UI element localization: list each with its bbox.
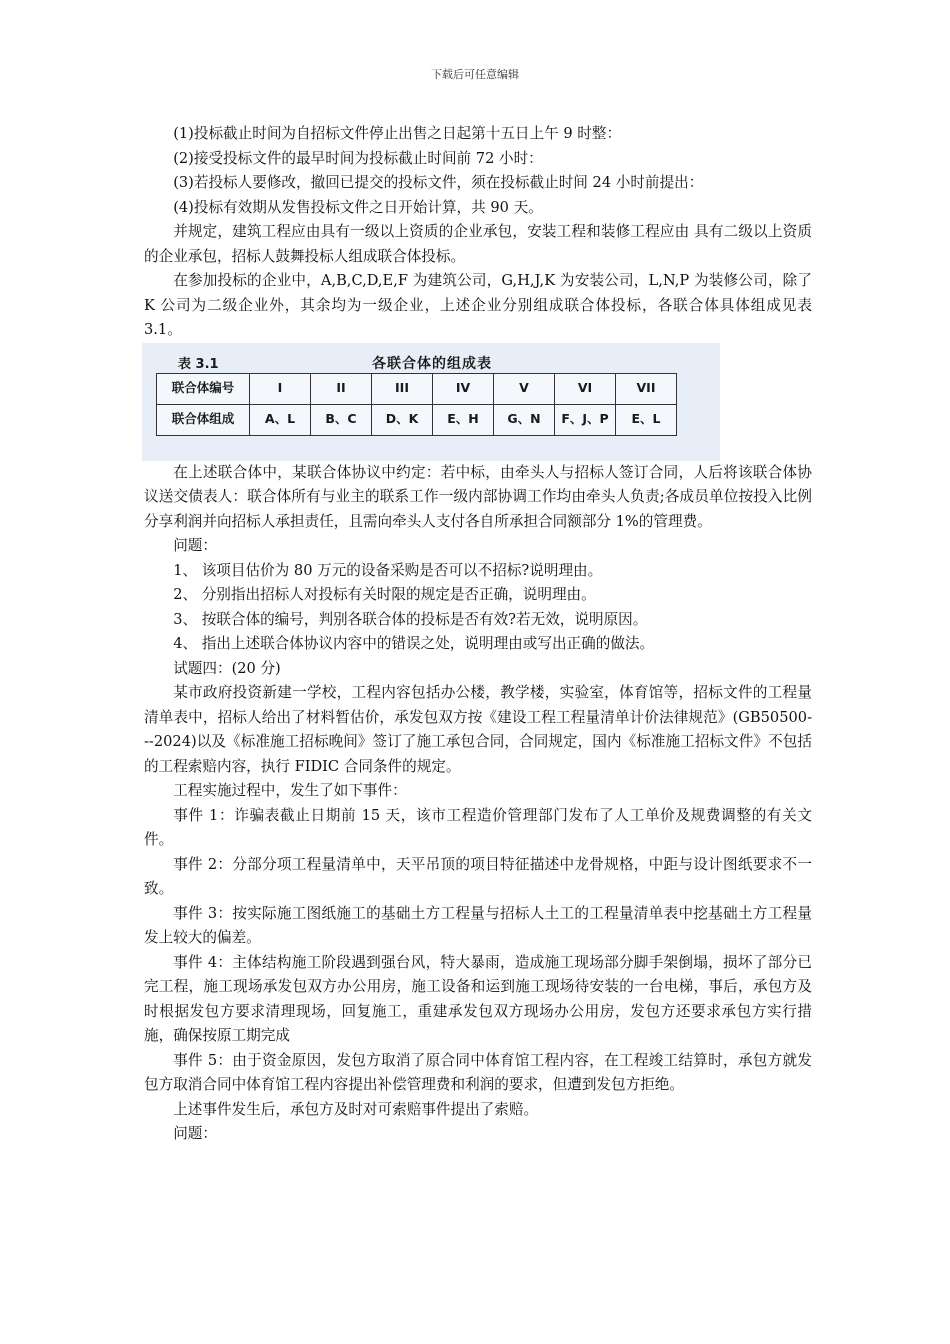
composition-table-image xyxy=(142,343,720,461)
paragraph: 工程实施过程中，发生了如下事件： xyxy=(173,782,407,799)
table-cell: III xyxy=(372,373,433,404)
table-cell: B、C xyxy=(311,404,372,435)
table-title: 各联合体的组成表 xyxy=(372,355,492,372)
table-cell: D、K xyxy=(372,404,433,435)
page-header: 下载后可任意编辑 xyxy=(431,68,519,81)
composition-table xyxy=(156,373,677,436)
table-cell: A、L xyxy=(250,404,311,435)
paragraph: 事件 5：由于资金原因，发包方取消了原合同中体育馆工程内容，在工程竣工结算时，承包方就发包方取消合同中体育馆工程内容提出补偿管理费和利润的要求，但遭到发包方拒绝。 xyxy=(144,1051,812,1093)
question-item: 4、 指出上述联合体协议内容中的错误之处，说明理由或写出正确的做法。 xyxy=(173,635,655,652)
table-cell: V xyxy=(494,373,555,404)
paragraph: 问题： xyxy=(173,537,217,554)
question-item: 1、 该项目估价为 80 万元的设备采购是否可以不招标?说明理由。 xyxy=(173,561,603,579)
table-row xyxy=(157,373,677,404)
paragraph: (4)投标有效期从发售投标文件之日开始计算，共 90 天。 xyxy=(173,198,543,216)
table-cell: E、H xyxy=(433,404,494,435)
table-row xyxy=(157,404,677,435)
question-item: 2、 分别指出招标人对投标有关时限的规定是否正确，说明理由。 xyxy=(173,586,596,603)
paragraph: (3)若投标人要修改，撤回已提交的投标文件，须在投标截止时间 24 小时前提出： xyxy=(173,174,704,191)
table-row-label: 联合体编号 xyxy=(157,373,250,404)
paragraph: 在参加投标的企业中，A,B,C,D,E,F 为建筑公司，G,H,J,K 为安装公司，L,N,P 为装修公司，除了 K 公司为二级企业外，其余均为一级企业，上述企业分别组成联合体投标，各联合体具体组成见表 3.1。 xyxy=(144,272,812,338)
table-cell: IV xyxy=(433,373,494,404)
table-cell: G、N xyxy=(494,404,555,435)
table-cell: I xyxy=(250,373,311,404)
table-cell: VI xyxy=(555,373,616,404)
paragraph: 某市政府投资新建一学校，工程内容包括办公楼，教学楼，实验室，体育馆等，招标文件的工程量清单表中，招标人给出了材料暂估价，承发包双方按《建设工程工程量清单计价法律规范》(GB50500---2024)以及《标准施工招标晚间》签订了施工承包合同，合同规定，国内《标准施工招标文件》不包括的工程索赔内容，执行 FIDIC 合同条件的规定。 xyxy=(144,684,812,775)
table-cell: VII xyxy=(616,373,677,404)
paragraph: (1)投标截止时间为自招标文件停止出售之日起第十五日上午 9 时整： xyxy=(173,125,622,142)
table-cell: II xyxy=(311,373,372,404)
section-heading: 试题四：(20 分) xyxy=(173,659,281,677)
table-cell: F、J、P xyxy=(555,404,616,435)
paragraph: 问题： xyxy=(173,1125,217,1142)
table-number: 表 3.1 xyxy=(178,356,219,372)
paragraph: 事件 3：按实际施工图纸施工的基础土方工程量与招标人土工的工程量清单表中挖基础土方工程量发上较大的偏差。 xyxy=(144,904,812,946)
table-cell: E、L xyxy=(616,404,677,435)
paragraph: (2)接受投标文件的最早时间为投标截止时间前 72 小时： xyxy=(173,149,543,167)
question-item: 3、 按联合体的编号，判别各联合体的投标是否有效?若无效，说明原因。 xyxy=(173,610,648,628)
paragraph: 在上述联合体中，某联合体协议中约定：若中标，由牵头人与招标人签订合同，人后将该联合体协议送交债表人：联合体所有与业主的联系工作一级内部协调工作均由牵头人负责;各成员单位按投入比例分享利润并向招标人承担责任，且需向牵头人支付各自所承担合同额部分 1%的管理费。 xyxy=(144,463,812,530)
table-row-label: 联合体组成 xyxy=(157,404,250,435)
document-body xyxy=(144,122,812,1147)
paragraph: 上述事件发生后，承包方及时对可索赔事件提出了索赔。 xyxy=(173,1100,539,1118)
paragraph: 并规定，建筑工程应由具有一级以上资质的企业承包，安装工程和装修工程应由 具有二级以上资质的企业承包，招标人鼓舞投标人组成联合体投标。 xyxy=(144,223,812,265)
paragraph: 事件 1：诈骗表截止日期前 15 天，该市工程造价管理部门发布了人工单价及规费调整的有关文件。 xyxy=(144,806,812,848)
paragraph: 事件 4：主体结构施工阶段遇到强台风，特大暴雨，造成施工现场部分脚手架倒塌，损坏了部分已完工程，施工现场承发包双方办公用房，施工设备和运到施工现场待安装的一台电梯，事后，承包方及时根据发包方要求清理现场，回复施工，重建承发包双方现场办公用房，发包方还要求承包方实行措施，确保按原工期完成 xyxy=(144,953,812,1044)
paragraph: 事件 2：分部分项工程量清单中，天平吊顶的项目特征描述中龙骨规格，中距与设计图纸要求不一致。 xyxy=(144,855,812,897)
